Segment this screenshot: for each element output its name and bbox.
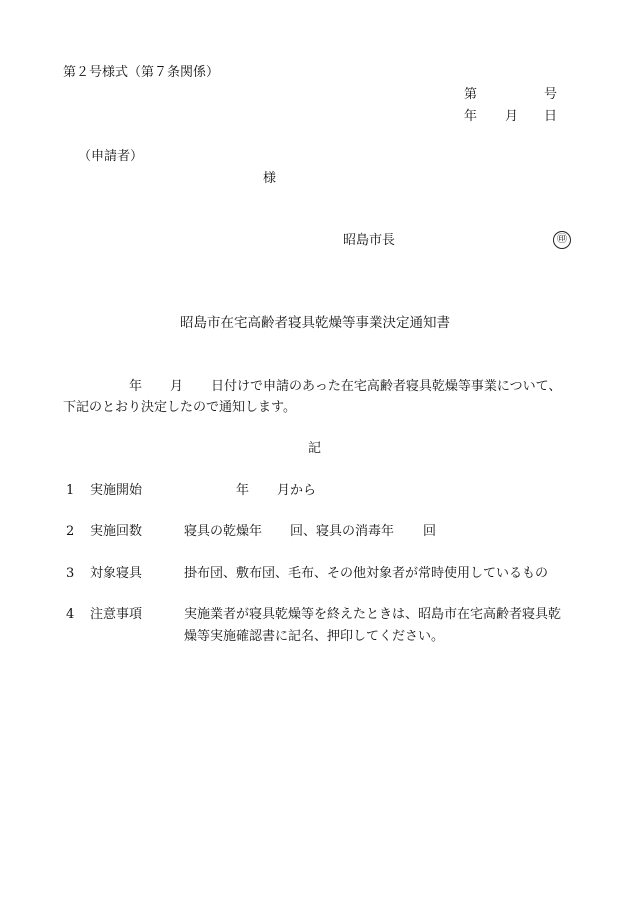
item-value-month: 月から	[277, 483, 317, 498]
issuer-mayor: 昭島市長	[343, 233, 396, 248]
item-number: 2	[66, 524, 75, 539]
body-month-label: 月	[170, 379, 184, 394]
ki-heading: 記	[308, 441, 322, 456]
item-value-line1: 実施業者が寝具乾燥等を終えたときは、昭島市在宅高齢者寝具乾	[184, 607, 562, 622]
date-day-label: 日	[544, 109, 558, 124]
document-number-prefix: 第	[464, 87, 478, 102]
item-4	[0, 606, 630, 624]
seal-icon: ㊞	[553, 231, 571, 249]
item-label: 対象寝具	[90, 566, 143, 581]
honorific-sama: 様	[263, 171, 277, 186]
item-value-line2: 燥等実施確認書に記名、押印してください。	[184, 629, 445, 644]
item-value-times: 回	[423, 524, 437, 539]
item-number: 4	[66, 607, 75, 622]
item-value-year: 年	[236, 483, 250, 498]
item-value: 掛布団、敷布団、毛布、その他対象者が常時使用しているもの	[184, 566, 549, 581]
item-4-continued	[0, 628, 630, 646]
body-year-label: 年	[129, 379, 143, 394]
document-number-suffix: 号	[544, 87, 558, 102]
body-text-line2: 下記のとおり決定したので通知します。	[63, 400, 296, 415]
date-month-label: 月	[505, 109, 519, 124]
item-number: 1	[66, 483, 75, 498]
form-label: 第２号様式（第７条関係）	[63, 65, 220, 80]
item-value-disinfect: 回、寝具の消毒年	[290, 524, 395, 539]
date-year-label: 年	[464, 109, 478, 124]
applicant-label: （申請者）	[78, 149, 144, 164]
item-3	[0, 565, 630, 583]
item-number: 3	[66, 566, 75, 581]
item-1	[0, 482, 630, 500]
document-title: 昭島市在宅高齢者寝具乾燥等事業決定通知書	[180, 315, 450, 331]
item-label: 実施回数	[90, 524, 143, 539]
item-value-dry: 寝具の乾燥年	[184, 524, 263, 539]
body-text-line1	[63, 378, 561, 396]
item-label: 注意事項	[90, 607, 143, 622]
item-label: 実施開始	[90, 483, 143, 498]
item-2	[0, 523, 630, 541]
body-line1-text: 日付けで申請のあった在宅高齢者寝具乾燥等事業について、	[211, 379, 562, 394]
